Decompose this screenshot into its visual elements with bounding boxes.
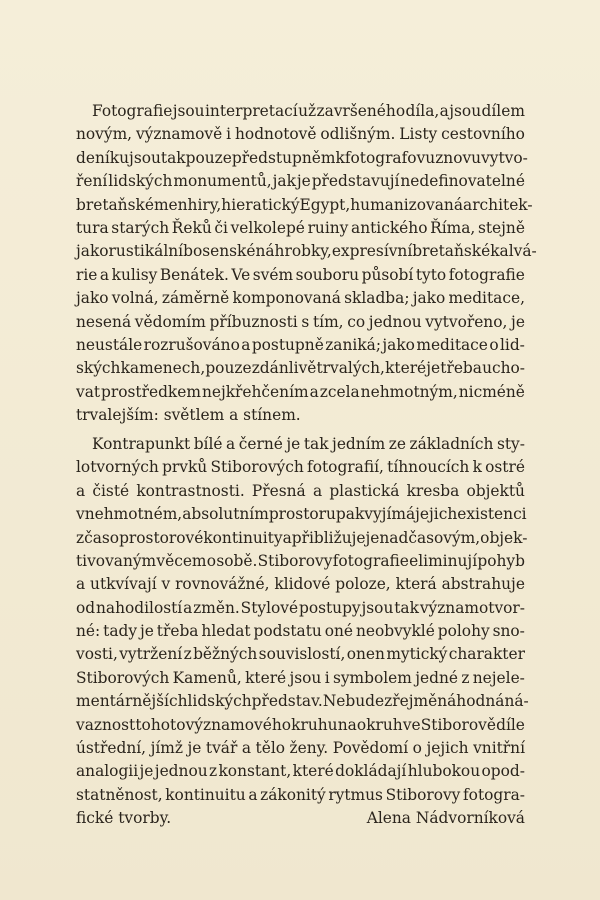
text-line: v nehmotném, absolutním prostoru pak vyjímá jejich existenci [76, 505, 527, 524]
text-line [76, 807, 525, 830]
text-line: lotvorných prvků Stiborových fotografií, tíhnoucích k ostré [76, 458, 525, 477]
text-line: od nahodilostí a změn. Stylové postupy jsou tak významotvor- [76, 598, 525, 617]
text-line: ření lidských monumentů, jak je představují nedefinovatelné [76, 172, 525, 191]
text-line: novým, významově i hodnotově odlišným. Listy cestovního [76, 125, 525, 144]
text-line: Fotografie jsou interpretací už završeného díla, a jsou dílem [92, 102, 525, 120]
paragraph [76, 433, 529, 831]
text-line: z časoprostorové kontinuity a přibližuje je nadčasovým, objek- [76, 528, 528, 547]
text-line: vat prostředkem nejkřehčením a zcela nehmotným, nicméně [76, 382, 525, 401]
text-line: nesená vědomím příbuznosti s tím, co jednou vytvořeno, je [76, 312, 525, 331]
text-line: mentárnějších lidských představ. Nebude zřejmě náhodná ná- [76, 692, 529, 711]
text-line: ústřední, jímž je tvář a tělo ženy. Povědomí o jejich vnitřní [76, 739, 525, 758]
text-line: vaznost tohoto významového kruhu na okruh ve Stiborově díle [76, 715, 525, 734]
text-line: tivovaným věcem o sobě. Stiborovy fotografie eliminují pohyb [76, 551, 525, 570]
closing-text: fické tvorby. [76, 809, 172, 828]
text-line: jako rustikální bosenské náhrobky, expresívní bretaňské kalvá- [76, 242, 537, 261]
essay-text [76, 100, 537, 831]
text-line: analogii je jednou z konstant, které dokládají hlubokou opod- [76, 762, 525, 781]
text-line: Stiborových Kamenů, které jsou i symbolem jedné z nejele- [76, 668, 525, 687]
text-line: a utkvívají v rovnovážné, klidové poloze, která abstrahuje [76, 575, 525, 594]
text-line: ských kamenech, pouze zdánlivě trvalých, které je třeba ucho- [76, 359, 525, 378]
text-line: statněnost, kontinuitu a zákonitý rytmus Stiborovy fotogra- [76, 785, 525, 804]
text-line: bretaňské menhiry, hieratický Egypt, humanizovaná architek- [76, 195, 533, 214]
text-line: deníku jsou tak pouze předstupněm k fotografovu znovuvytvo- [76, 148, 528, 167]
text-line: né: tady je třeba hledat podstatu oné neobvyklé polohy sno- [76, 622, 525, 641]
text-line: rie a kulisy Benátek. Ve svém souboru působí tyto fotografie [76, 265, 525, 284]
text-line: vosti, vytržení z běžných souvislostí, onen mytický charakter [76, 645, 525, 664]
text-line: trvalejším: světlem a stínem. [76, 406, 301, 425]
text-line: a čisté kontrastnosti. Přesná a plastická kresba objektů [76, 481, 525, 500]
text-line: jako volná, záměrně komponovaná skladba; jako meditace, [76, 289, 525, 308]
text-line: neustále rozrušováno a postupně zaniká; jako meditace o lid- [76, 335, 525, 354]
text-line: Kontrapunkt bílé a černé je tak jedním ze základních sty- [92, 434, 525, 453]
text-line: tura starých Řeků či velkolepé ruiny antického Říma, stejně [76, 218, 525, 237]
paragraph [76, 100, 537, 427]
author-signature: Alena Nádvorníková [366, 809, 525, 828]
